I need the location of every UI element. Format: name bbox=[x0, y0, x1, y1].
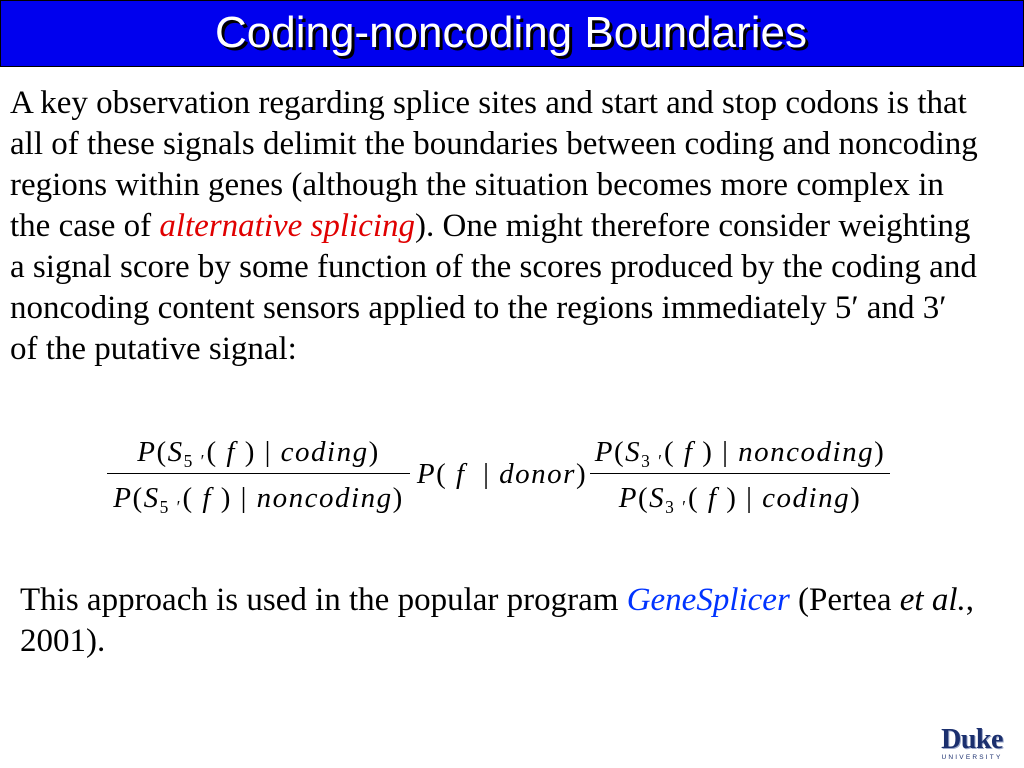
logo-subtitle: UNIVERSITY bbox=[941, 754, 1003, 761]
genesplicer-paragraph bbox=[20, 580, 974, 662]
formula-symbol: donor bbox=[499, 458, 576, 490]
formula-symbol: P bbox=[618, 482, 638, 514]
formula-symbol: ( bbox=[436, 458, 457, 490]
formula-symbol: f bbox=[456, 458, 466, 490]
formula-symbol: ( bbox=[637, 482, 650, 514]
formula-symbol: | bbox=[465, 458, 500, 490]
formula-symbol: ) | bbox=[693, 436, 739, 468]
formula-symbol: ( bbox=[663, 436, 684, 468]
formula-symbol: 3 ′ bbox=[665, 497, 688, 518]
paragraph-line: 2001). bbox=[20, 623, 106, 659]
formula-symbol: f bbox=[202, 482, 212, 514]
formula-symbol: P bbox=[416, 458, 437, 490]
line-text: This approach is used in the popular program bbox=[20, 582, 627, 618]
line-text: (Pertea bbox=[789, 582, 900, 618]
formula-symbol: f bbox=[683, 436, 694, 468]
left-fraction-denominator bbox=[107, 480, 410, 516]
formula-symbol: S bbox=[143, 482, 160, 514]
et-al-text: et al. bbox=[899, 582, 966, 618]
line-text: ). One might therefore consider weighting bbox=[415, 208, 971, 244]
paragraph-line: A key observation regarding splice sites and start and stop codons is that bbox=[10, 85, 967, 121]
intro-paragraph bbox=[10, 83, 978, 370]
formula-symbol: 3 ′ bbox=[641, 451, 664, 472]
left-fraction-numerator bbox=[107, 434, 410, 470]
line-text: , bbox=[965, 582, 974, 618]
formula-symbol: ( bbox=[687, 482, 708, 514]
alternative-splicing-term: alternative splicing bbox=[159, 208, 416, 244]
paragraph-line: noncoding content sensors applied to the regions immediately 5′ and 3′ bbox=[10, 290, 947, 326]
paragraph-line: of the putative signal: bbox=[10, 331, 297, 367]
right-fraction-numerator bbox=[590, 434, 890, 470]
formula-symbol: coding bbox=[280, 436, 369, 468]
formula-symbol: ) bbox=[850, 482, 862, 514]
formula-symbol: ) bbox=[874, 436, 886, 468]
formula-symbol: S bbox=[649, 482, 666, 514]
formula-symbol: ) bbox=[368, 436, 380, 468]
formula-symbol: ) | bbox=[235, 436, 281, 468]
formula-symbol: ( bbox=[156, 436, 168, 468]
formula-symbol: noncoding bbox=[738, 436, 875, 468]
formula-symbol: ) bbox=[575, 458, 588, 490]
formula-symbol: f bbox=[707, 482, 718, 514]
duke-university-logo bbox=[934, 726, 1010, 762]
left-fraction-bar bbox=[107, 473, 410, 474]
line-text: the case of bbox=[10, 208, 160, 244]
formula-symbol: S bbox=[625, 436, 642, 468]
slide-title: Coding-noncoding Boundaries bbox=[215, 8, 807, 57]
formula-symbol: P bbox=[113, 482, 133, 514]
formula-symbol: P bbox=[594, 436, 614, 468]
paragraph-line bbox=[20, 580, 974, 621]
formula-symbol: coding bbox=[762, 482, 851, 514]
formula-symbol: ) bbox=[392, 482, 404, 514]
paragraph-line bbox=[10, 206, 978, 247]
formula-symbol: ) | bbox=[717, 482, 763, 514]
formula-symbol: 5 ′ bbox=[159, 497, 183, 518]
formula-symbol: ) | bbox=[211, 482, 257, 514]
formula-symbol: P bbox=[137, 436, 157, 468]
formula-symbol: noncoding bbox=[256, 482, 393, 514]
formula-symbol: ( bbox=[613, 436, 626, 468]
paragraph-line: a signal score by some function of the scores produced by the coding and bbox=[10, 249, 977, 285]
right-fraction-bar bbox=[590, 473, 890, 474]
genesplicer-link[interactable]: GeneSplicer bbox=[626, 582, 790, 618]
formula-symbol: f bbox=[226, 436, 236, 468]
formula-symbol: ( bbox=[206, 436, 227, 468]
logo-wordmark: Duke bbox=[941, 724, 1003, 755]
formula-symbol: S bbox=[167, 436, 184, 468]
formula-symbol: 5 ′ bbox=[183, 451, 207, 472]
donor-probability-term bbox=[412, 456, 592, 492]
paragraph-line: all of these signals delimit the boundaries between coding and noncoding bbox=[10, 126, 978, 162]
paragraph-line: regions within genes (although the situation becomes more complex in bbox=[10, 167, 944, 203]
right-fraction-denominator bbox=[590, 480, 890, 516]
formula-symbol: ( bbox=[132, 482, 144, 514]
formula-symbol: ( bbox=[182, 482, 203, 514]
